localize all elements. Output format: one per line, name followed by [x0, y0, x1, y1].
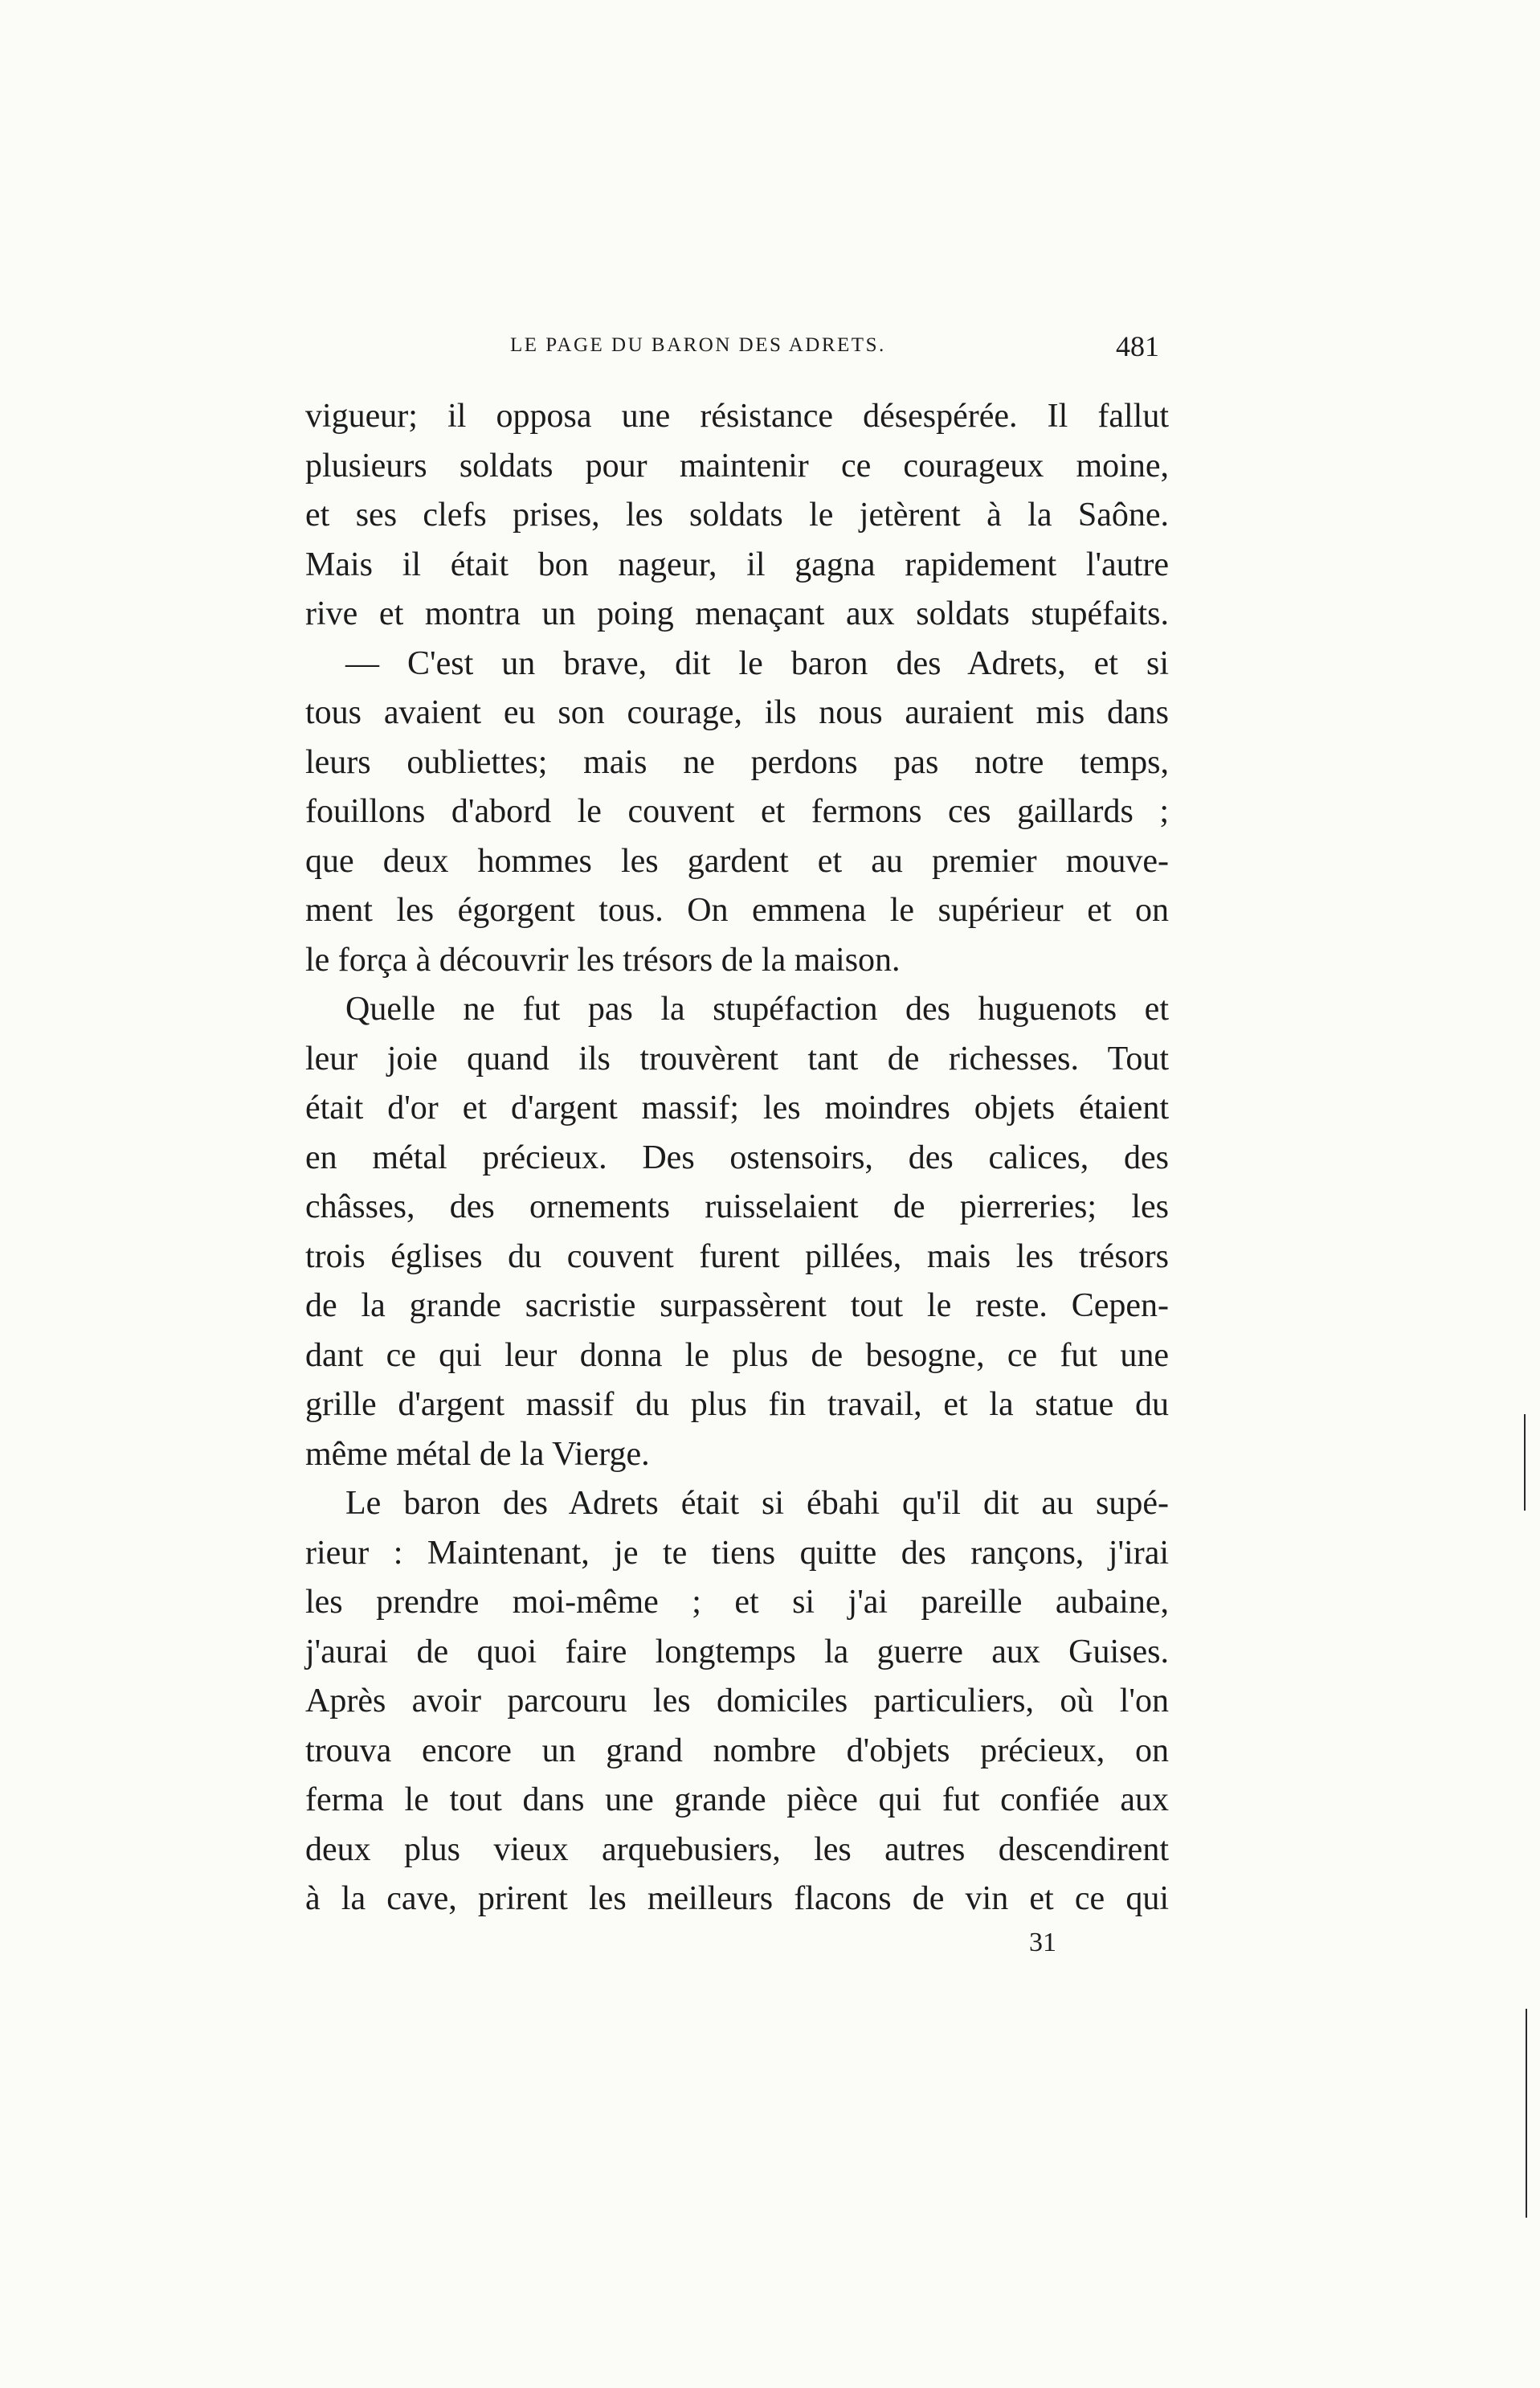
text-line: les prendre moi-même ; et si j'ai pareille aubaine,	[305, 1584, 1169, 1621]
text-line: dant ce qui leur donna le plus de besogne, ce fut une	[305, 1336, 1169, 1374]
text-line: ment les égorgent tous. On emmena le supérieur et on	[305, 892, 1169, 929]
text-line: en métal précieux. Des ostensoirs, des calices, des	[305, 1139, 1169, 1176]
text-line: Le baron des Adrets était si ébahi qu'il dit au supé-	[345, 1485, 1169, 1522]
text-line: châsses, des ornements ruisselaient de pierreries; les	[305, 1188, 1169, 1225]
running-head	[305, 329, 1169, 370]
text-line: Quelle ne fut pas la stupéfaction des huguenots et	[345, 991, 1169, 1028]
text-line: ferma le tout dans une grande pièce qui fut confiée aux	[305, 1781, 1169, 1818]
text-line: — C'est un brave, dit le baron des Adrets, et si	[345, 644, 1169, 682]
book-page	[305, 329, 1169, 1958]
signature-mark: 31	[1029, 1927, 1056, 1957]
running-title: LE PAGE DU BARON DES ADRETS.	[510, 334, 886, 356]
text-line: leur joie quand ils trouvèrent tant de richesses. Tout	[305, 1040, 1169, 1077]
text-line: que deux hommes les gardent et au premier mouve-	[305, 842, 1169, 880]
text-line: deux plus vieux arquebusiers, les autres descendirent	[305, 1830, 1169, 1868]
scan-edge-mark	[1526, 2009, 1527, 2218]
text-line: trois églises du couvent furent pillées, mais les trésors	[305, 1237, 1169, 1275]
text-line: Après avoir parcouru les domiciles particuliers, où l'on	[305, 1683, 1169, 1719]
text-line: vigueur; il opposa une résistance désespérée. Il fallut	[305, 398, 1169, 435]
text-line: trouva encore un grand nombre d'objets précieux, on	[305, 1732, 1169, 1769]
page-number: 481	[1116, 330, 1159, 362]
text-line: était d'or et d'argent massif; les moindres objets étaient	[305, 1090, 1169, 1127]
text-line: Mais il était bon nageur, il gagna rapidement l'autre	[305, 546, 1169, 583]
text-line: leurs oubliettes; mais ne perdons pas notre temps,	[305, 743, 1169, 781]
text-line: plusieurs soldats pour maintenir ce courageux moine,	[305, 447, 1169, 485]
text-line: et ses clefs prises, les soldats le jetèrent à la Saône.	[305, 497, 1169, 534]
text-line: rive et montra un poing menaçant aux soldats stupéfaits.	[305, 595, 1169, 632]
text-line: rieur : Maintenant, je te tiens quitte des rançons, j'irai	[305, 1534, 1169, 1572]
text-line: tous avaient eu son courage, ils nous auraient mis dans	[305, 694, 1169, 731]
text-line: à la cave, prirent les meilleurs flacons de vin et ce qui	[305, 1880, 1169, 1917]
text-line: grille d'argent massif du plus fin travail, et la statue du	[305, 1386, 1169, 1423]
text-line: de la grande sacristie surpassèrent tout le reste. Cepen-	[305, 1287, 1169, 1324]
text-line: fouillons d'abord le couvent et fermons ces gaillards ;	[305, 793, 1169, 830]
text-line: même métal de la Vierge.	[305, 1435, 650, 1473]
text-line: le força à découvrir les trésors de la maison.	[305, 941, 901, 979]
scan-edge-mark	[1524, 1414, 1526, 1511]
text-line: j'aurai de quoi faire longtemps la guerre aux Guises.	[305, 1633, 1169, 1670]
body-text	[305, 392, 1169, 1924]
